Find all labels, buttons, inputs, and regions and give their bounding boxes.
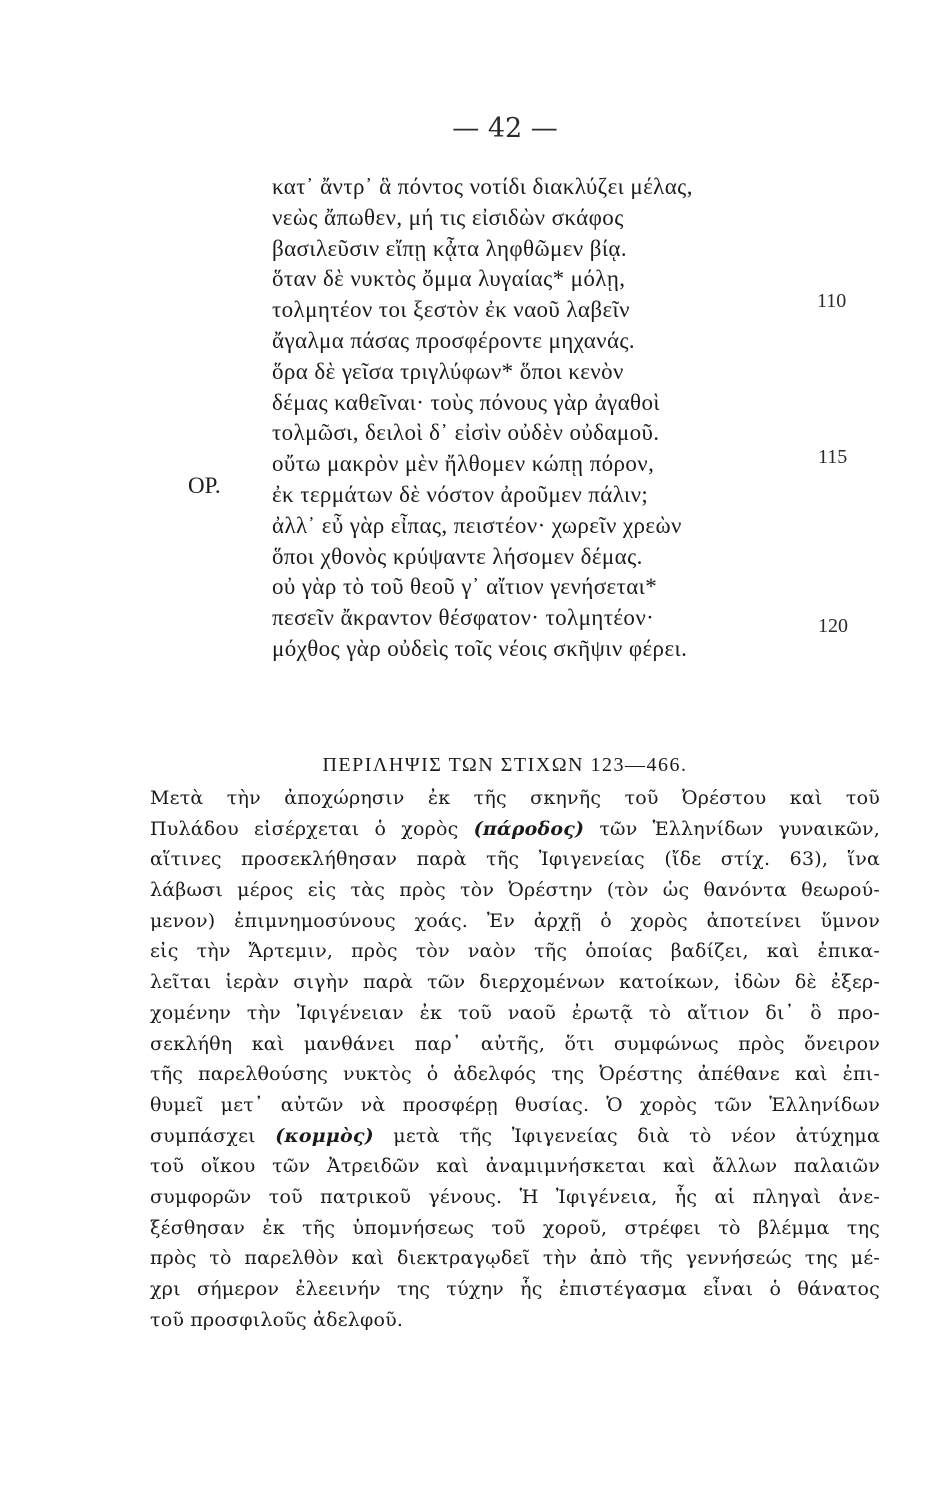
prose-text: Πυλάδου εἰσέρχεται ὁ χορὸς	[150, 817, 459, 840]
verse-line: ὅποι χθονὸς κρύψαντε λήσομεν δέμας.	[272, 543, 643, 569]
verse-line: ἐκ τερμάτων δὲ νόστον ἀροῦμεν πάλιν;	[272, 481, 649, 507]
verse-line: δέμας καθεῖναι· τοὺς πόνους γὰρ ἀγαθοὶ	[272, 389, 660, 415]
line-number-120: 120	[818, 615, 848, 637]
prose-text: τῶν Ἑλληνίδων γυναικῶν,	[599, 817, 880, 840]
line-number-115: 115	[818, 446, 848, 468]
verse-line: μόχθος γὰρ οὐδεὶς τοῖς νέοις σκῆψιν φέρει.	[272, 635, 688, 661]
verse-line: ὅταν δὲ νυκτὸς ὄμμα λυγαίας* μόλῃ,	[272, 266, 626, 292]
prose-line: τοῦ προσφιλοῦς ἀδελφοῦ.	[150, 1308, 404, 1331]
prose-line	[150, 814, 880, 845]
verse-line: τολμητέον τοι ξεστὸν ἐκ ναοῦ λαβεῖν	[272, 297, 630, 323]
verse-line: οὐ γὰρ τὸ τοῦ θεοῦ γ᾽ αἴτιον γενήσεται*	[272, 574, 658, 600]
verse-line: πεσεῖν ἄκραντον θέσφατον· τολμητέον·	[272, 605, 655, 631]
prose-line: μενον) ἐπιμνημοσύνους χοάς. Ἐν ἀρχῇ ὁ χορὸς ἀποτείνει ὕμνον	[150, 909, 880, 932]
verse-line: βασιλεῦσιν εἴπῃ κᾆτα ληφθῶμεν βίᾳ.	[272, 235, 628, 261]
prose-line: τῆς παρελθούσης νυκτὸς ὁ ἀδελφός της Ὀρέστης ἀπέθανε καὶ ἐπι-	[150, 1063, 880, 1086]
kommos-term: (κομμὸς)	[275, 1124, 374, 1147]
verse-line: νεὼς ἄπωθεν, μή τις εἰσιδὼν σκάφος	[272, 204, 624, 230]
verse-line: ἄγαλμα πάσας προσφέροντε μηχανάς.	[272, 327, 636, 353]
parodos-term: (πάροδος)	[473, 817, 585, 840]
speaker-label: ΟΡ.	[188, 473, 221, 498]
prose-line: αἵτινες προσεκλήθησαν παρὰ τῆς Ἰφιγενείας (ἴδε στίχ. 63), ἵνα	[150, 848, 880, 871]
prose-line: λεῖται ἱερὰν σιγὴν παρὰ τῶν διερχομένων κατοίκων, ἰδὼν δὲ ἐξερ-	[150, 971, 880, 994]
prose-line: θυμεῖ μετ᾽ αὐτῶν νὰ προσφέρῃ θυσίας. Ὁ χορὸς τῶν Ἑλληνίδων	[150, 1093, 880, 1116]
line-number-110: 110	[817, 290, 847, 312]
page-number: — 42 —	[452, 113, 558, 144]
prose-line: χομένην τὴν Ἰφιγένειαν ἐκ τοῦ ναοῦ ἐρωτᾷ τὸ αἴτιον δι᾽ ὃ προ-	[150, 1001, 880, 1024]
prose-line: τοῦ οἴκου τῶν Ἀτρειδῶν καὶ ἀναμιμνήσκεται καὶ ἄλλων παλαιῶν	[150, 1155, 880, 1178]
verse-block	[272, 172, 792, 665]
prose-line: χρι σήμερον ἐλεεινήν της τύχην ἧς ἐπιστέγασμα εἶναι ὁ θάνατος	[150, 1278, 880, 1300]
prose-line: πρὸς τὸ παρελθὸν καὶ διεκτραγῳδεῖ τὴν ἀπὸ τῆς γεννήσεώς της μέ-	[150, 1247, 880, 1270]
prose-line	[150, 1121, 880, 1152]
prose-line: συμφορῶν τοῦ πατρικοῦ γένους. Ἡ Ἰφιγένεια, ἧς αἱ πληγαὶ ἀνε-	[150, 1185, 880, 1208]
prose-line: ξέσθησαν ἐκ τῆς ὑπομνήσεως τοῦ χοροῦ, στρέφει τὸ βλέμμα της	[150, 1216, 880, 1239]
prose-line: Μετὰ τὴν ἀποχώρησιν ἐκ τῆς σκηνῆς τοῦ Ὀρέστου καὶ τοῦ	[150, 787, 880, 809]
section-title: ΠΕΡΙΛΗΨΙΣ ΤΩΝ ΣΤΙΧΩΝ 123—466.	[322, 754, 688, 776]
prose-text: συμπάσχει	[150, 1124, 256, 1147]
verse-line: κατ᾽ ἄντρ᾽ ἃ πόντος νοτίδι διακλύζει μέλας,	[272, 174, 693, 199]
verse-line: οὔτω μακρὸν μὲν ἤλθομεν κώπῃ πόρον,	[272, 451, 655, 477]
prose-line: εἰς τὴν Ἄρτεμιν, πρὸς τὸν ναὸν τῆς ὁποίας βαδίζει, καὶ ἐπικα-	[150, 940, 880, 963]
verse-line: τολμῶσι, δειλοὶ δ᾽ εἰσὶν οὐδὲν οὐδαμοῦ.	[272, 420, 660, 446]
summary-paragraph	[150, 783, 880, 1335]
verse-line: ὅρα δὲ γεῖσα τριγλύφων* ὅποι κενὸν	[272, 358, 624, 384]
verse-line: ἀλλ᾽ εὖ γὰρ εἶπας, πειστέον· χωρεῖν χρεὼν	[272, 512, 682, 538]
prose-line: λάβωσι μέρος εἰς τὰς πρὸς τὸν Ὀρέστην (τὸν ὡς θανόντα θεωρού-	[150, 879, 880, 902]
prose-line: σεκλήθη καὶ μανθάνει παρ᾽ αὐτῆς, ὅτι συμφώνως πρὸς ὄνειρον	[150, 1032, 880, 1055]
prose-text: μετὰ τῆς Ἰφιγενείας διὰ τὸ νέον ἀτύχημα	[393, 1124, 880, 1147]
